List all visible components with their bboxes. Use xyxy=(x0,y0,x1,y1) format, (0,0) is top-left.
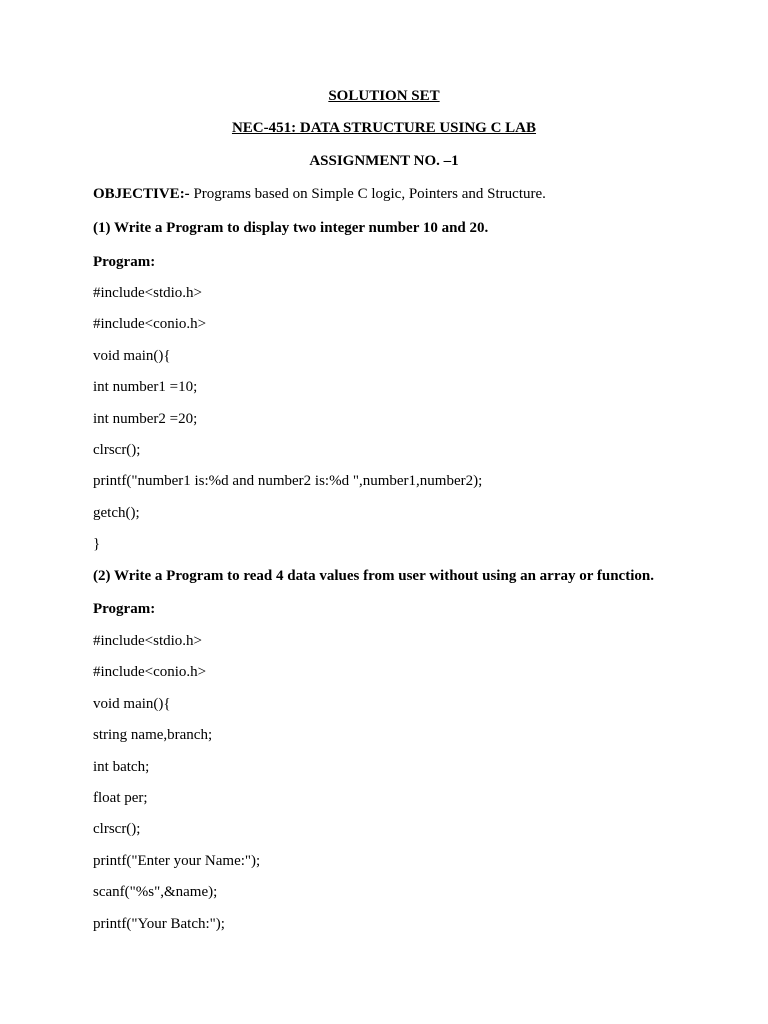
code-line: getch(); xyxy=(93,505,140,521)
code-line: clrscr(); xyxy=(93,442,141,458)
code-line: #include<stdio.h> xyxy=(93,633,202,649)
code-line: clrscr(); xyxy=(93,821,141,837)
question-2-heading: (2) Write a Program to read 4 data values from user without using an array or function. xyxy=(93,568,654,584)
code-line: float per; xyxy=(93,790,148,806)
code-line: printf("Your Batch:"); xyxy=(93,916,225,932)
code-line: void main(){ xyxy=(93,348,171,364)
code-line: } xyxy=(93,536,101,552)
code-line: #include<conio.h> xyxy=(93,316,207,332)
question-1-program-label: Program: xyxy=(93,254,156,270)
document-title: SOLUTION SET xyxy=(328,88,440,104)
code-line: int batch; xyxy=(93,759,150,775)
question-1-heading: (1) Write a Program to display two integer number 10 and 20. xyxy=(93,220,489,236)
code-line: printf("number1 is:%d and number2 is:%d ",number1,number2); xyxy=(93,473,483,489)
assignment-number: ASSIGNMENT NO. –1 xyxy=(309,153,459,169)
code-line: void main(){ xyxy=(93,696,171,712)
code-line: #include<stdio.h> xyxy=(93,285,202,301)
code-line: #include<conio.h> xyxy=(93,664,207,680)
code-line: string name,branch; xyxy=(93,727,213,743)
objective-paragraph xyxy=(93,185,546,203)
code-line: int number2 =20; xyxy=(93,411,198,427)
course-title: NEC-451: DATA STRUCTURE USING C LAB xyxy=(231,120,537,136)
code-line: scanf("%s",&name); xyxy=(93,884,218,900)
question-2-program-label: Program: xyxy=(93,601,156,617)
objective-label: OBJECTIVE:- xyxy=(93,186,190,202)
code-line: printf("Enter your Name:"); xyxy=(93,853,261,869)
code-line: int number1 =10; xyxy=(93,379,198,395)
objective-text: Programs based on Simple C logic, Pointers and Structure. xyxy=(189,186,546,202)
